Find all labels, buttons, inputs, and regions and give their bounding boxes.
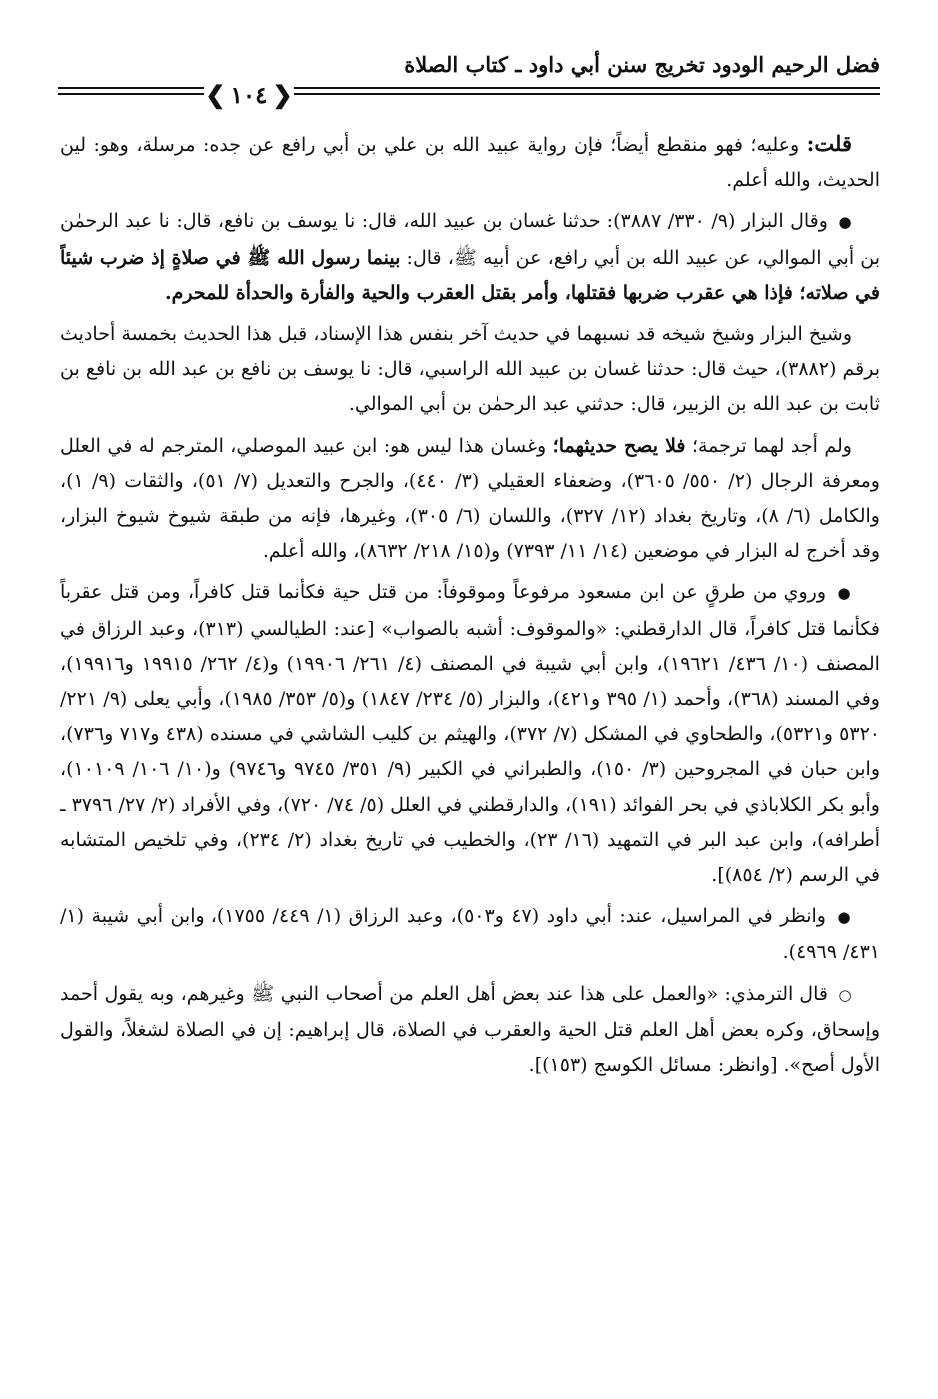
header-rule-left-top: [58, 87, 204, 89]
bullet-icon: ●: [837, 908, 852, 927]
page-number-ornament: [205, 80, 293, 110]
page-header: [58, 50, 880, 110]
header-rule-right-bottom: [294, 93, 880, 95]
paragraph-text: وشيخ البزار وشيخ شيخه قد نسبهما في حديث آخر بنفس هذا الإسناد، قبل هذا الحديث بخمسة أحاديث برقم (٣٨٨٢)، حيث قال: حدثنا غسان بن عبيد الله الراسبي، قال: نا يوسف بن نافع بن عبد الله بن نافع بن ثابت بن عبد الله بن الزبير، قال: حدثني عبد الرحمٰن بن أبي الموالي.: [60, 323, 880, 416]
paragraph-1: [60, 126, 880, 198]
paragraph-text: قال الترمذي: «والعمل على هذا عند بعض أهل العلم من أصحاب النبي ﷺ وغيرهم، وبه يقول أحمد وإسحاق، وكره بعض أهل العلم قتل الحية والعقرب في الصلاة، قال إبراهيم: إن في الصلاة لشغلاً، والقول الأول أصح». [وانظر: مسائل الكوسج (١٥٣)].: [60, 982, 880, 1077]
paragraph-text: ولم أجد لهما ترجمة؛: [691, 434, 852, 457]
page-body: [60, 126, 880, 1366]
header-rule-left-bottom: [58, 93, 204, 95]
page-number: ١٠٤: [230, 81, 268, 109]
paragraph-7: [60, 977, 880, 1084]
circle-bullet-icon: ○: [838, 985, 852, 1004]
running-title: فضل الرحيم الودود تخريج سنن أبي داود ـ كتاب الصلاة: [404, 52, 880, 77]
hadith-text: بينما رسول الله ﷺ في صلاةٍ إذ ضرب شيئاً في صلاته؛ فإذا هي عقرب ضربها فقتلها، وأمر بقتل العقرب والحية والفأرة والحدأة للمحرم.: [60, 246, 880, 304]
ornament-right-bracket: ❯: [205, 80, 226, 109]
paragraph-6: [60, 899, 880, 970]
ornament-left-bracket: ❮: [272, 80, 293, 109]
paragraph-text: وروي من طرقٍ عن ابن مسعود مرفوعاً وموقوفاً: من قتل حية فكأنما قتل كافراً، ومن قتل عقرباً فكأنما قتل كافراً، قال الدارقطني: «والموقوف: أشبه بالصواب» [عند: الطيالسي (٣١٣)، وعبد الرزاق في المصنف (١٠/ ٤٣٦/ ١٩٦٢١)، وابن أبي شيبة في المصنف (٤/ ٢٦١/ ١٩٩٠٦) و(٤/ ٢٦٢/ ١٩٩١٥ و١٩٩١٦)، وفي المسند (٣٦٨)، وأحمد (١/ ٣٩٥ و٤٢١)، والبزار (٥/ ٢٣٤/ ١٨٤٧) و(٥/ ٣٥٣/ ١٩٨٥)، وأبي يعلى (٩/ ٢٢١/ ٥٣٢٠ و٥٣٢١)، والطحاوي في المشكل (٧/ ٣٧٢)، والهيثم بن كليب الشاشي في مسنده (٤٣٨ و٧١٧ و٧٣٦)، وابن حبان في المجروحين (٣/ ١٥٠)، والطبراني في الكبير (٩/ ٣٥١/ ٩٧٤٥ و٩٧٤٦) و(١٠/ ١٠٦/ ١٠١٠٩)، وأبو بكر الكلاباذي في بحر الفوائد (١٩١)، والدارقطني في العلل (٥/ ٧٤/ ٧٢٠)، وفي الأفراد (٢/ ٢٧/ ٣٧٩٦ ـ أطرافه)، وابن عبد البر في التمهيد (١٦/ ٢٣)، والخطيب في تاريخ بغداد (٢/ ٢٣٤)، وفي تلخيص المتشابه في الرسم (٢/ ٨٥٤)].: [60, 581, 880, 887]
paragraph-text: وقال البزار (٩/ ٣٣٠/ ٣٨٨٧): حدثنا غسان بن عبيد الله، قال: نا يوسف بن نافع، قال: نا عبد الرحمٰن بن أبي الموالي، عن عبيد الله بن أبي رافع، عن أبيه ﷺ، قال:: [60, 210, 880, 269]
paragraph-2: [60, 204, 880, 311]
paragraph-text: وانظر في المراسيل، عند: أبي داود (٤٧ و٥٠٣)، وعبد الرزاق (١/ ٤٤٩/ ١٧٥٥)، وابن أبي شيبة (١/ ٤٣١/ ٤٩٦٩).: [60, 905, 880, 964]
paragraph-3: [60, 317, 880, 423]
bullet-icon: ●: [837, 584, 852, 603]
paragraph-text: وعليه؛ فهو منقطع أيضاً؛ فإن رواية عبيد الله بن علي بن أبي رافع عن جده: مرسلة، وهو: لين الحديث، والله أعلم.: [60, 134, 880, 192]
paragraph-5: [60, 575, 880, 893]
paragraph-lead: قلت:: [806, 131, 852, 156]
ruling-text: فلا يصح حديثهما؛: [552, 434, 686, 457]
paragraph-text: وغسان هذا ليس هو: ابن عبيد الموصلي، المترجم له في العلل ومعرفة الرجال (٢/ ٥٥٠/ ٣٦٠٥)، وضعفاء العقيلي (٣/ ٤٤٠)، والجرح والتعديل (٧/ ٥١)، والثقات (٩/ ١)، والكامل (٦/ ٨)، وتاريخ بغداد (١٢/ ٣٢٧)، واللسان (٦/ ٣٠٥)، وغيرها، فإنه من طبقة شيوخ شيوخ البزار، وقد أخرج له البزار في موضعين (١٤/ ١١/ ٧٣٩٣) و(١٥/ ٢١٨/ ٨٦٣٢)، والله أعلم.: [60, 434, 880, 563]
header-rule-right-top: [294, 87, 880, 89]
bullet-icon: ●: [838, 213, 852, 232]
paragraph-4: [60, 429, 880, 570]
